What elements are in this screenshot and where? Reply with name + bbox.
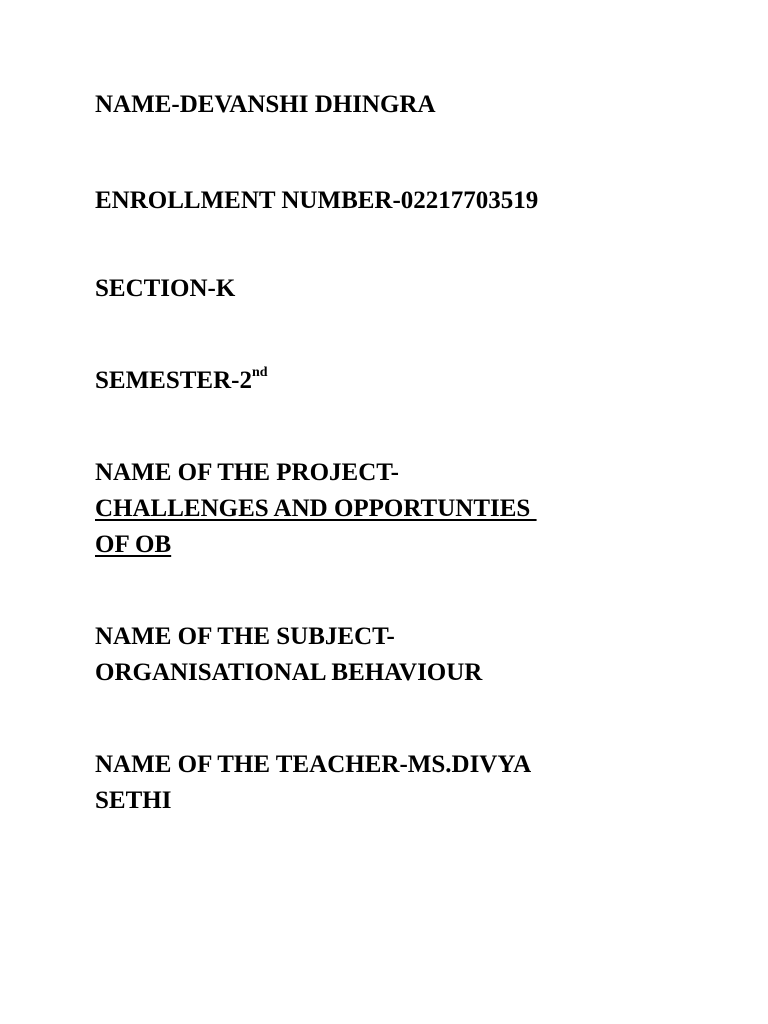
- semester: [95, 363, 268, 399]
- semester-ordinal-suffix: nd: [251, 365, 268, 380]
- teacher-line-2: SETHI: [95, 787, 172, 814]
- subject-value: ORGANISATIONAL BEHAVIOUR: [95, 659, 483, 686]
- project-title-line-2: [95, 527, 171, 563]
- teacher-line-1: NAME OF THE TEACHER-MS.DIVYA: [95, 751, 532, 778]
- project-label: NAME OF THE PROJECT-: [95, 459, 399, 486]
- project-title-text-1: CHALLENGES AND OPPORTUNTIES: [95, 495, 537, 522]
- project-title-line-1: [95, 491, 537, 527]
- section: SECTION-K: [95, 275, 236, 302]
- enrollment-number: ENROLLMENT NUMBER-02217703519: [95, 187, 539, 214]
- semester-text: SEMESTER-2: [95, 367, 252, 394]
- subject-label: NAME OF THE SUBJECT-: [95, 623, 395, 650]
- project-title-text-2: OF OB: [95, 531, 172, 558]
- student-name: NAME-DEVANSHI DHINGRA: [95, 91, 436, 118]
